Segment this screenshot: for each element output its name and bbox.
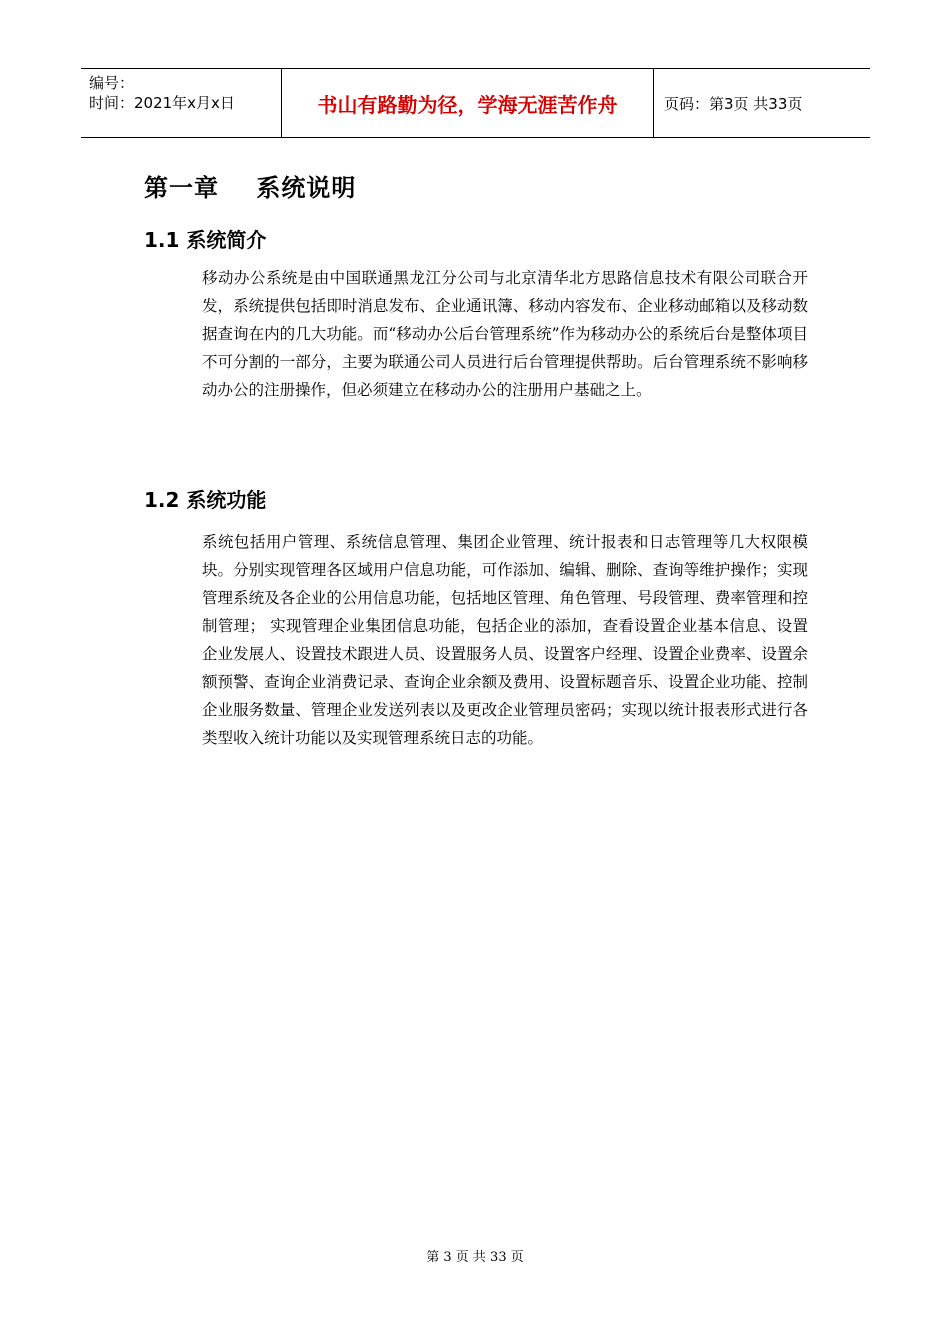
section-body-1-1: 移动办公系统是由中国联通黑龙江分公司与北京清华北方思路信息技术有限公司联合开发，系统提供包括即时消息发布、企业通讯簿、移动内容发布、企业移动邮箱以及移动数据查询在内的几大功能。而“移动办公后台管理系统”作为移动办公的系统后台是整体项目不可分割的一部分，主要为联通公司人员进行后台管理提供帮助。后台管理系统不影响移动办公的注册操作，但必须建立在移动办公的注册用户基础之上。: [202, 269, 808, 399]
number-label: 编号：: [89, 74, 135, 92]
page-footer: 第 3 页 共 33 页: [426, 1250, 524, 1265]
date-label: 时间：2021年x月x日: [89, 94, 235, 112]
page-header: [81, 68, 870, 138]
chapter-title: 第一章 系统说明: [144, 174, 357, 202]
header-page-info: 页码：第3页 共33页: [664, 94, 803, 113]
header-meta: [81, 69, 281, 137]
section-heading-1-1: 1.1 系统简介: [144, 228, 267, 252]
section-body-1-2: 系统包括用户管理、系统信息管理、集团企业管理、统计报表和日志管理等几大权限模块。分别实现管理各区域用户信息功能，可作添加、编辑、删除、查询等维护操作；实现管理系统及各企业的公用信息功能，包括地区管理、角色管理、号段管理、费率管理和控制管理； 实现管理企业集团信息功能，包括企业的添加，查看设置企业基本信息、设置企业发展人、设置技术跟进人员、设置服务人员、设置客户经理、设置企业费率、设置余额预警、查询企业消费记录、查询企业余额及费用、设置标题音乐、设置企业功能、控制企业服务数量、管理企业发送列表以及更改企业管理员密码；实现以统计报表形式进行各类型收入统计功能以及实现管理系统日志的功能。: [202, 533, 808, 747]
section-heading-1-2: 1.2 系统功能: [144, 488, 267, 512]
header-motto: 书山有路勤为径，学海无涯苦作舟: [281, 69, 654, 137]
